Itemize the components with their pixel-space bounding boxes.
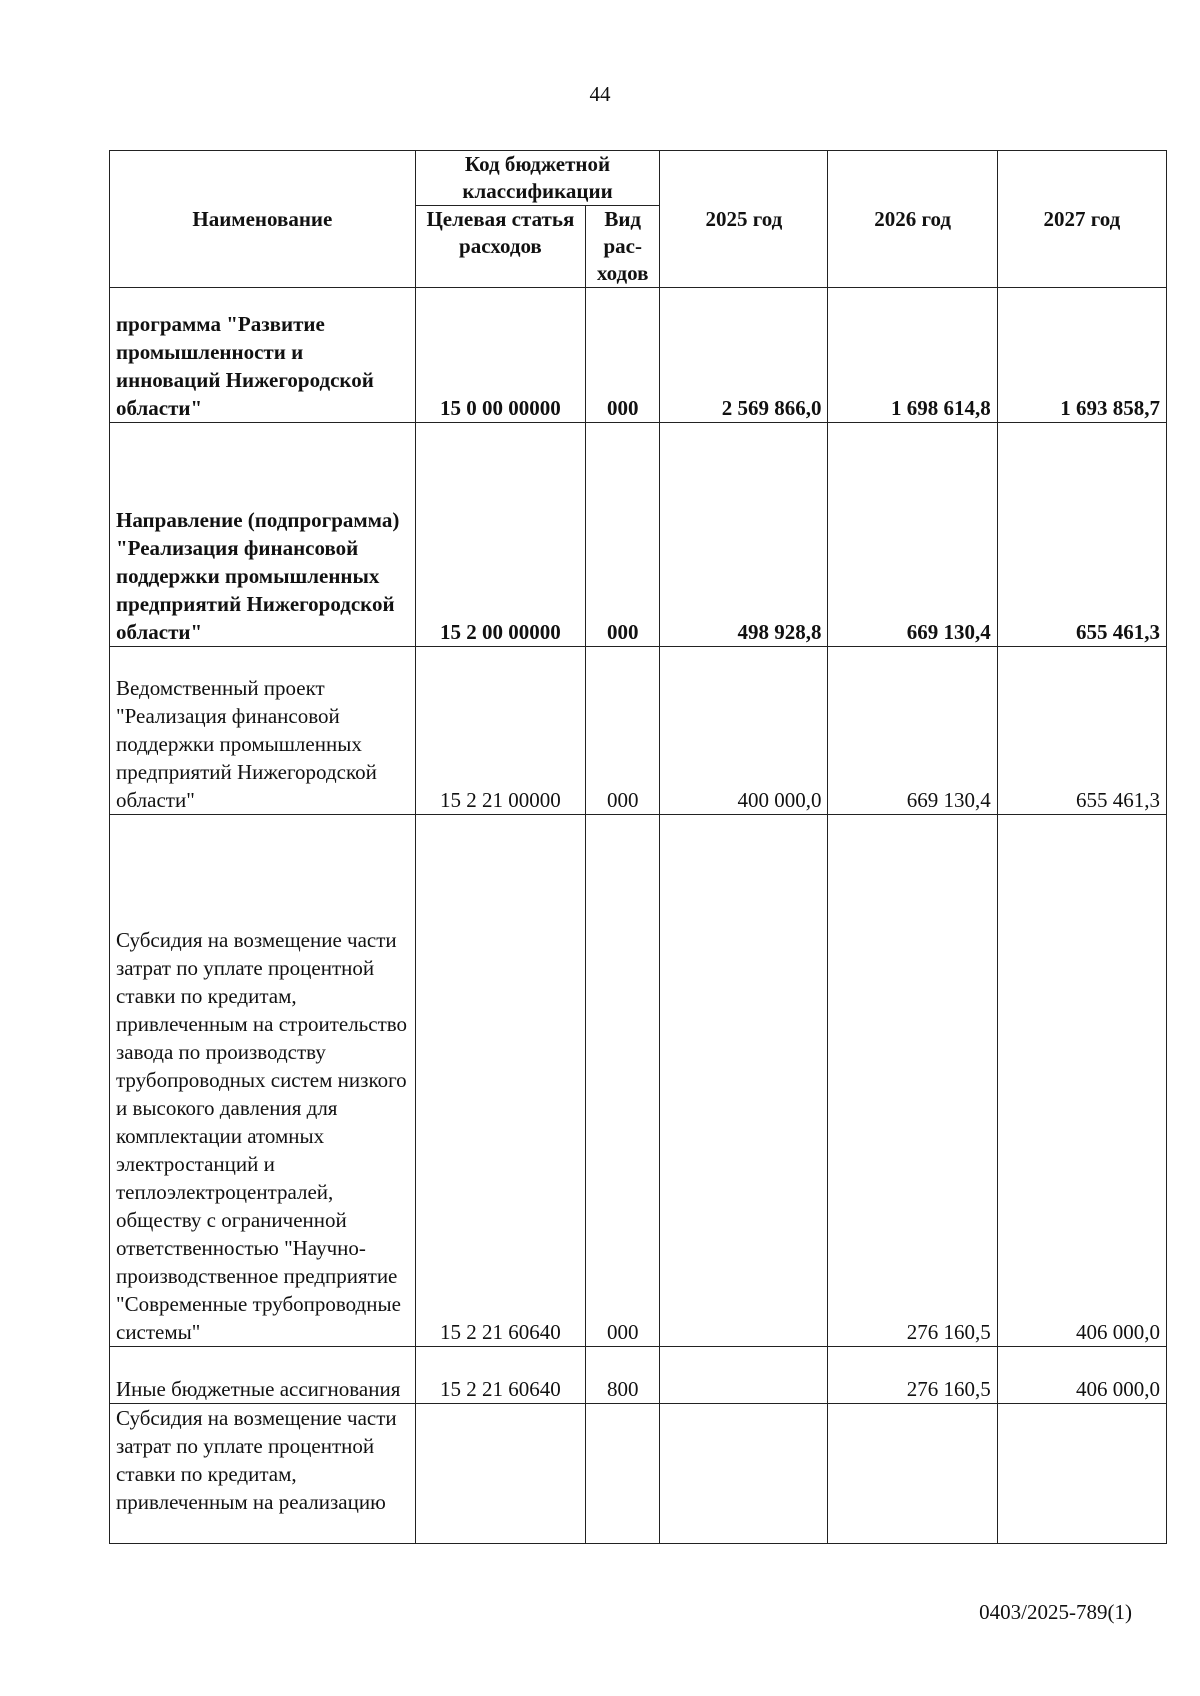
row-value-2026 bbox=[828, 1404, 997, 1544]
table-row bbox=[110, 423, 1167, 647]
row-value-2027: 1 693 858,7 bbox=[997, 288, 1166, 423]
header-2026: 2026 год bbox=[828, 151, 997, 288]
row-name: Субсидия на возмещение части затрат по уплате процентной ставки по кредитам, привлеченным на строительство завода по производству трубопроводных систем низкого и высокого давления для комплектации атомных электростанций и теплоэлектроцентралей, обществу с ограниченной ответственностью "Научно-производственное предприятие "Современные трубопроводные системы" bbox=[110, 815, 416, 1347]
header-expense-type: Вид рас-ходов bbox=[586, 206, 660, 288]
row-name: Ведомственный проект "Реализация финансовой поддержки промышленных предприятий Нижегородской области" bbox=[110, 647, 416, 815]
row-value-2027: 406 000,0 bbox=[997, 815, 1166, 1347]
row-value-2025: 2 569 866,0 bbox=[660, 288, 828, 423]
page-number: 44 bbox=[589, 82, 611, 106]
row-value-2026: 276 160,5 bbox=[828, 815, 997, 1347]
row-target-article: 15 2 21 60640 bbox=[415, 815, 585, 1347]
header-name: Наименование bbox=[110, 151, 416, 288]
row-name: программа "Развитие промышленности и инноваций Нижегородской области" bbox=[110, 288, 416, 423]
row-value-2027: 406 000,0 bbox=[997, 1347, 1166, 1404]
row-target-article: 15 2 21 60640 bbox=[415, 1347, 585, 1404]
row-name: Направление (подпрограмма) "Реализация финансовой поддержки промышленных предприятий Нижегородской области" bbox=[110, 423, 416, 647]
row-value-2027: 655 461,3 bbox=[997, 647, 1166, 815]
table-row bbox=[110, 647, 1167, 815]
row-value-2027 bbox=[997, 1404, 1166, 1544]
header-target-article: Целевая статья расходов bbox=[415, 206, 585, 288]
row-name: Иные бюджетные ассигнования bbox=[110, 1347, 416, 1404]
row-value-2025 bbox=[660, 1404, 828, 1544]
row-value-2025: 400 000,0 bbox=[660, 647, 828, 815]
row-value-2025 bbox=[660, 1347, 828, 1404]
row-value-2026: 669 130,4 bbox=[828, 647, 997, 815]
row-value-2026: 276 160,5 bbox=[828, 1347, 997, 1404]
row-expense-type bbox=[586, 1404, 660, 1544]
row-value-2025 bbox=[660, 815, 828, 1347]
row-value-2026: 669 130,4 bbox=[828, 423, 997, 647]
header-2025: 2025 год bbox=[660, 151, 828, 288]
row-value-2025: 498 928,8 bbox=[660, 423, 828, 647]
row-target-article: 15 2 21 00000 bbox=[415, 647, 585, 815]
row-expense-type: 000 bbox=[586, 647, 660, 815]
row-expense-type: 000 bbox=[586, 815, 660, 1347]
budget-table bbox=[109, 150, 1167, 1544]
row-name: Субсидия на возмещение части затрат по уплате процентной ставки по кредитам, привлеченным на реализацию bbox=[110, 1404, 416, 1544]
row-expense-type: 000 bbox=[586, 288, 660, 423]
header-2027: 2027 год bbox=[997, 151, 1166, 288]
row-expense-type: 000 bbox=[586, 423, 660, 647]
row-value-2027: 655 461,3 bbox=[997, 423, 1166, 647]
table-row bbox=[110, 1347, 1167, 1404]
table-header bbox=[110, 151, 1167, 288]
row-target-article: 15 2 00 00000 bbox=[415, 423, 585, 647]
row-target-article: 15 0 00 00000 bbox=[415, 288, 585, 423]
row-expense-type: 800 bbox=[586, 1347, 660, 1404]
table-row bbox=[110, 288, 1167, 423]
header-code-group: Код бюджетной классификации bbox=[415, 151, 660, 206]
table-row bbox=[110, 815, 1167, 1347]
table-row bbox=[110, 1404, 1167, 1544]
row-value-2026: 1 698 614,8 bbox=[828, 288, 997, 423]
document-number: 0403/2025-789(1) bbox=[979, 1600, 1132, 1624]
row-target-article bbox=[415, 1404, 585, 1544]
